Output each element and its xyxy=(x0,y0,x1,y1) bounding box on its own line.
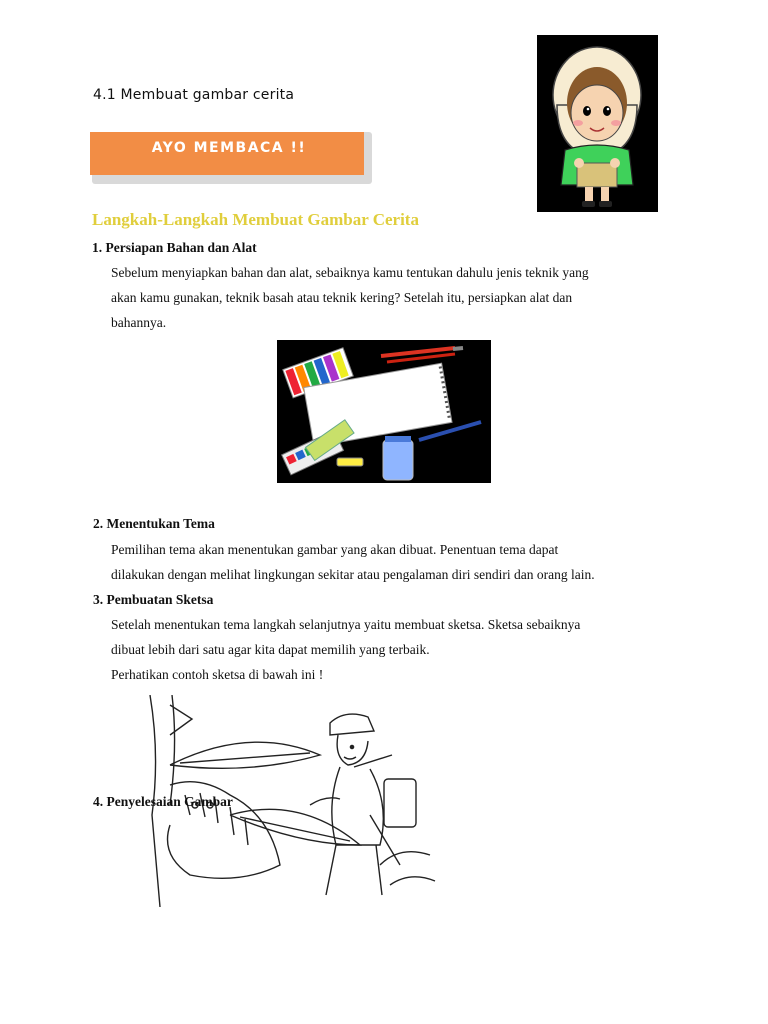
step-1-text xyxy=(111,260,589,335)
step-1-heading: 1. Persiapan Bahan dan Alat xyxy=(92,240,257,255)
step-3-line-1: Setelah menentukan tema langkah selanjutnya yaitu membuat sketsa. Sketsa sebaiknya xyxy=(111,617,581,632)
art-supplies-illustration xyxy=(277,340,491,483)
step-1-line-2: akan kamu gunakan, teknik basah atau teknik kering? Setelah itu, persiapkan alat dan xyxy=(111,290,573,305)
step-1-line-3: bahannya. xyxy=(111,315,167,330)
step-2-text xyxy=(111,537,595,587)
ayo-membaca-banner xyxy=(84,126,372,186)
step-2-line-2: dilakukan dengan melihat lingkungan sekitar atau pengalaman diri sendiri dan orang lain. xyxy=(111,567,595,582)
step-2-heading: 2. Menentukan Tema xyxy=(93,516,215,531)
section-heading: 4.1 Membuat gambar cerita xyxy=(93,87,295,103)
step-4-heading: 4. Penyelesaian Gambar xyxy=(93,794,233,809)
hijab-girl-illustration xyxy=(537,35,658,212)
step-1-line-1: Sebelum menyiapkan bahan dan alat, sebaiknya kamu tentukan dahulu jenis teknik yang xyxy=(111,265,589,280)
step-3-line-2: dibuat lebih dari satu agar kita dapat memilih yang terbaik. xyxy=(111,642,430,657)
step-3-line-3: Perhatikan contoh sketsa di bawah ini ! xyxy=(111,667,324,682)
banner-label: AYO MEMBACA !! xyxy=(151,140,307,156)
step-3-text xyxy=(111,612,580,687)
step-3-heading: 3. Pembuatan Sketsa xyxy=(93,592,214,607)
step-2-line-1: Pemilihan tema akan menentukan gambar yang akan dibuat. Penentuan tema dapat xyxy=(111,542,559,557)
main-title: Langkah-Langkah Membuat Gambar Cerita xyxy=(92,210,419,229)
